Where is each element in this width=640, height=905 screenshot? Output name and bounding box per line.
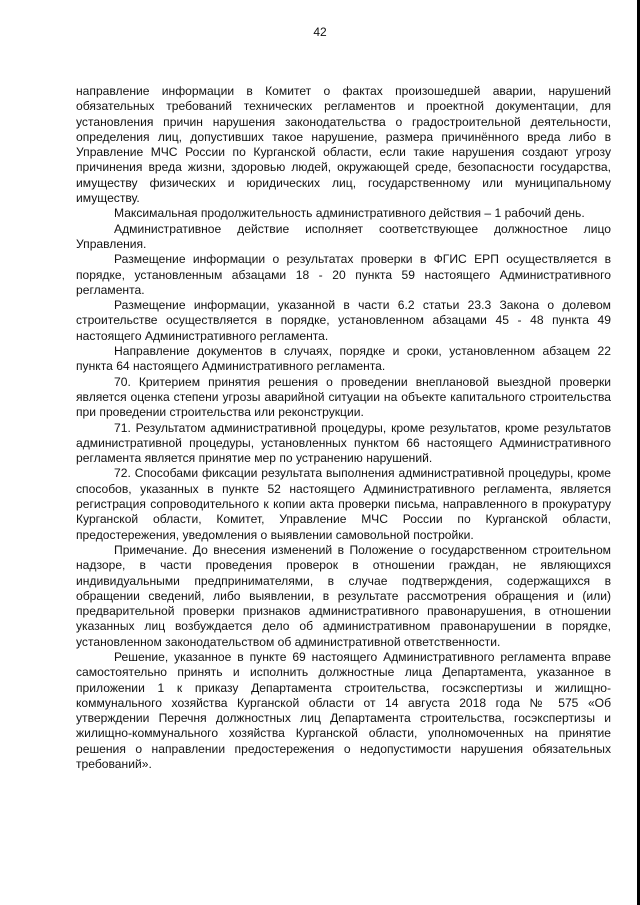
body-text: [76, 84, 611, 772]
paragraph-note: Примечание. До внесения изменений в Положение о государственном строительном надзоре, в части проведения проверок в отношении граждан, не являющихся индивидуальными предпринимателями, в случае подтверждения, содержащихся в обращении сведений, либо выявлении, в результате рассмотрения обращения и (или) предварительной проверки признаков административного правонарушения, в отношении указанных лиц возбуждается дело об административном правонарушении в порядке, установленном законодательством об административной ответственности.: [76, 542, 611, 649]
paragraph-continuation: направление информации в Комитет о фактах произошедшей аварии, нарушений обязательных требований технических регламентов и проектной документации, для установления причин нарушения законодательства о градостроительной деятельности, определения лиц, допустивших такое нарушение, размера причинённого вреда либо в Управление МЧС России по Курганской области, если такие нарушения создают угрозу причинения вреда жизни, здоровью людей, окружающей среде, безопасности государства, имуществу физических и юридических лиц, государственному или муниципальному имуществу.: [76, 84, 611, 206]
paragraph-decision: Решение, указанное в пункте 69 настоящего Административного регламента вправе самостоятельно принять и исполнить должностные лица Департамента, указанное в приложении 1 к приказу Департамента строительства, госэкспертизы и жилищно-коммунального хозяйства Курганской области от 14 августа 2018 года № 575 «Об утверждении Перечня должностных лиц Департамента строительства, госэкспертизы и жилищно-коммунального хозяйства Курганской области, уполномоченных на принятие решения о направлении предостережения о недопустимости нарушения обязательных требований».: [76, 649, 611, 772]
paragraph-info-placement: Размещение информации, указанной в части 6.2 статьи 23.3 Закона о долевом строительстве осуществляется в порядке, установленном абзацами 45 - 48 пункта 49 настоящего Административного регламента.: [76, 298, 611, 343]
paragraph-fgis-erp: Размещение информации о результатах проверки в ФГИС ЕРП осуществляется в порядке, установленным абзацами 18 - 20 пункта 59 настоящего Административного регламента.: [76, 252, 611, 297]
page-number: 42: [313, 25, 327, 39]
paragraph-executor: Административное действие исполняет соответствующее должностное лицо Управления.: [76, 221, 611, 251]
paragraph-max-duration: Максимальная продолжительность административного действия – 1 рабочий день.: [114, 206, 585, 221]
paragraph-documents-direction: Направление документов в случаях, порядке и сроки, установленном абзацем 22 пункта 64 настоящего Административного регламента.: [76, 344, 611, 374]
paragraph-item-72: 72. Способами фиксации результата выполнения административной процедуры, кроме способов, указанных в пункте 52 настоящего Административного регламента, является регистрация сопроводительного к копии акта проверки письма, направленного в прокуратуру Курганской области, Комитет, Управление МЧС России по Курганской области, предостережения, уведомления о выявлении самовольной постройки.: [76, 466, 611, 542]
paragraph-item-71: 71. Результатом административной процедуры, кроме результатов, кроме результатов административной процедуры, установленных пунктом 66 настоящего Административного регламента является принятие мер по устранению нарушений.: [76, 420, 611, 466]
paragraph-item-70: 70. Критерием принятия решения о проведении внеплановой выездной проверки является оценка степени угрозы аварийной ситуации на объекте капитального строительства при проведении строительства или реконструкции.: [76, 374, 611, 420]
